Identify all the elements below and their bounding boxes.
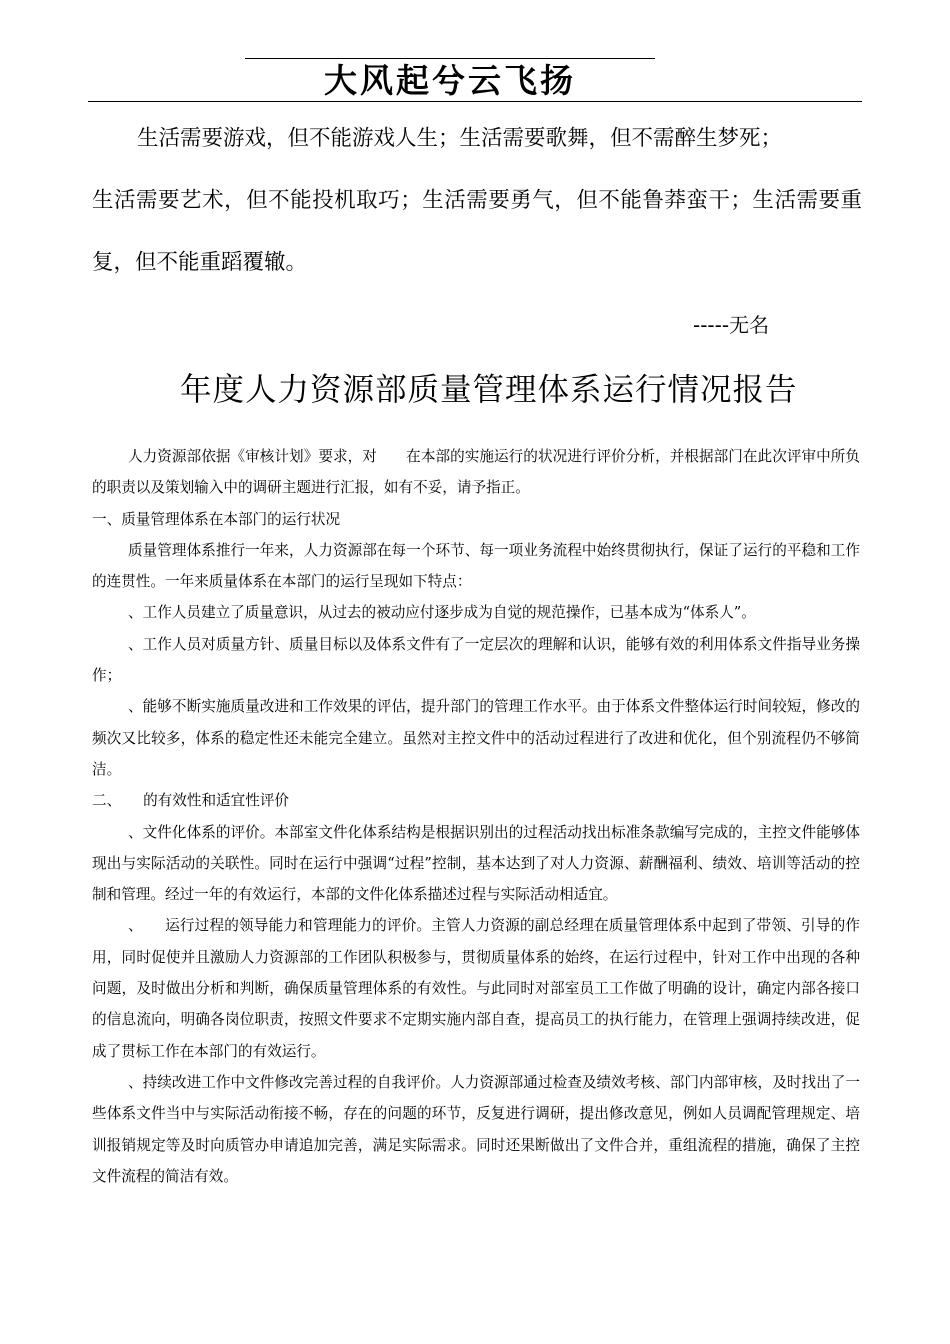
header-banner: 大风起兮云飞扬: [324, 61, 576, 100]
section-1-item-3: 、能够不断实施质量改进和工作效果的评估，提升部门的管理工作水平。由于体系文件整体运行时间较短，修改的频次又比较多，体系的稳定性还未能完全建立。虽然对主控文件中的活动过程进行了改进和优化，但个别流程仍不够简洁。: [92, 698, 860, 778]
section-2-item-3: 、持续改进工作中文件修改完善过程的自我评价。人力资源部通过检查及绩效考核、部门内部审核，及时找出了一些体系文件当中与实际活动衔接不畅，存在的问题的环节，反复进行调研，提出修改意见，例如人员调配管理规定、培训报销规定等及时向质管办申请追加完善，满足实际需求。同时还果断做出了文件合并，重组流程的措施，确保了主控文件流程的简洁有效。: [92, 1073, 860, 1185]
report-body: [92, 441, 860, 1192]
section-2-item-2: 、 运行过程的领导能力和管理能力的评价。主管人力资源的副总经理在质量管理体系中起到了带领、引导的作用，同时促使并且激励人力资源部的工作团队积极参与，贯彻质量体系的始终，在运行过程中，针对工作中出现的各种问题，及时做出分析和判断，确保质量管理体系的有效性。与此同时对部室员工工作做了明确的设计，确定内部各接口的信息流向，明确各岗位职责，按照文件要求不定期实施内部自查，提高员工的执行能力，在管理上强调持续改进，促成了贯标工作在本部门的有效运行。: [92, 917, 860, 1060]
quote-line-2: 生活需要艺术，但不能投机取巧；生活需要勇气，但不能鲁莽蛮干；生活需要重复，但不能重蹈覆辙。: [92, 188, 862, 275]
section-2-item-1: 、文件化体系的评价。本部室文件化体系结构是根据识别出的过程活动找出标准条款编写完成的，主控文件能够体现出与实际活动的关联性。同时在运行中强调“过程”控制，基本达到了对人力资源、薪酬福利、绩效、培训等活动的控制和管理。经过一年的有效运行，本部的文件化体系描述过程与实际活动相适宜。: [92, 823, 860, 904]
quote-author: -----无名: [693, 313, 770, 337]
section-1-item-2: 、工作人员对质量方针、质量目标以及体系文件有了一定层次的理解和认识，能够有效的利用体系文件指导业务操作；: [92, 635, 860, 685]
header-bottom-rule: [88, 101, 862, 102]
section-1-heading: 一、质量管理体系在本部门的运行状况: [92, 510, 341, 528]
intro-paragraph: 人力资源部依据《审核计划》要求，对 在本部的实施运行的状况进行评价分析，并根据部门在此次评审中所负的职责以及策划输入中的调研主题进行汇报，如有不妥，请予指正。: [92, 448, 860, 497]
section-1-paragraph: 质量管理体系推行一年来，人力资源部在每一个环节、每一项业务流程中始终贯彻执行，保证了运行的平稳和工作的连贯性。一年来质量体系在本部门的运行呈现如下特点：: [92, 541, 860, 591]
section-2-heading: 二、 的有效性和适宜性评价: [92, 792, 290, 810]
report-title: 年度人力资源部质量管理体系运行情况报告: [180, 372, 798, 408]
quote-line-1: 生活需要游戏，但不能游戏人生；生活需要歌舞，但不需醉生梦死；: [137, 126, 783, 151]
section-1-item-1: 、工作人员建立了质量意识，从过去的被动应付逐步成为自觉的规范操作，已基本成为“体系人”。: [128, 604, 756, 622]
quote-block: [92, 108, 862, 294]
